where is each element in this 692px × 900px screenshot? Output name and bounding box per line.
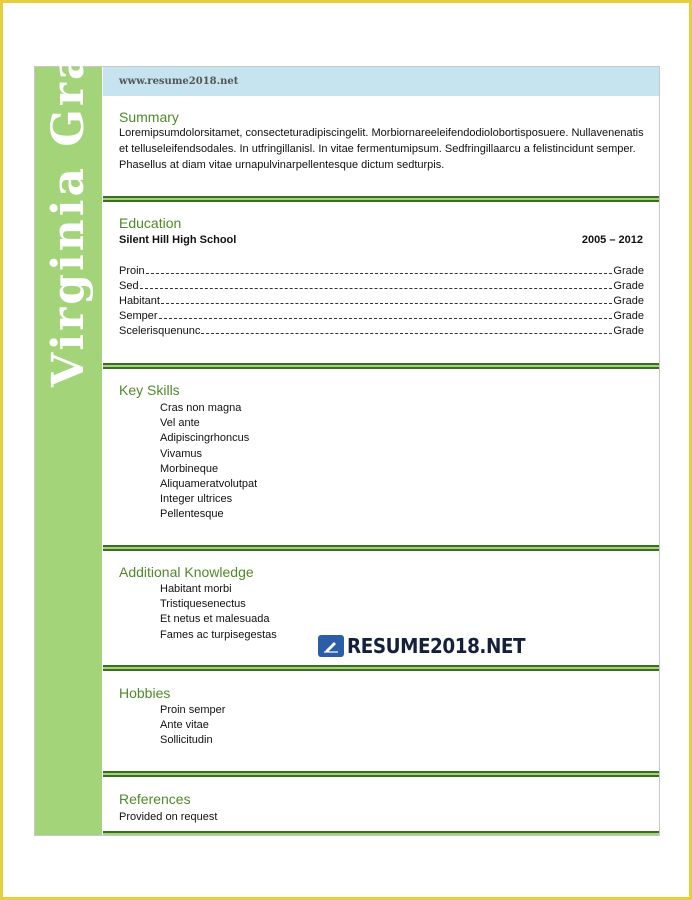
grade-subject: Semper bbox=[119, 310, 158, 322]
list-item: Et netus et malesuada bbox=[160, 613, 270, 626]
leader-dots bbox=[201, 333, 612, 334]
grade-row bbox=[119, 279, 644, 294]
summary-text: Loremipsumdolorsitamet, consecteturadipiscingelit. Morbiornareeleifendodiolobortisposuere. Nullavenenatis et telluseleifendsodales. In utfringillanisl. In vitae fermentumipsum. Sedfringillaarcu a felistincidunt semper. Phasellus at diam vitae urnapulvinarpellentesque dictum sedturpis. bbox=[119, 127, 644, 171]
grade-subject: Proin bbox=[119, 265, 145, 277]
list-item: Pellentesque bbox=[160, 508, 224, 521]
grade-row bbox=[119, 294, 644, 309]
section-divider bbox=[103, 771, 659, 777]
list-item: Fames ac turpisegestas bbox=[160, 628, 277, 641]
section-divider bbox=[103, 665, 659, 671]
grade-value: Grade bbox=[613, 325, 644, 337]
list-item: Cras non magna bbox=[160, 402, 242, 414]
list-item: Habitant morbi bbox=[160, 583, 232, 595]
hobbies-title: Hobbies bbox=[119, 685, 171, 701]
leader-dots bbox=[140, 288, 613, 289]
knowledge-list bbox=[160, 582, 277, 643]
section-divider bbox=[103, 545, 659, 551]
candidate-name: Virginia Gray bbox=[43, 19, 94, 387]
resume-page bbox=[34, 19, 660, 836]
summary-title: Summary bbox=[119, 109, 179, 125]
grade-value: Grade bbox=[613, 265, 644, 277]
education-title: Education bbox=[119, 215, 182, 231]
grade-value: Grade bbox=[613, 310, 644, 322]
section-divider bbox=[103, 363, 659, 369]
school-name: Silent Hill High School bbox=[119, 234, 237, 246]
list-item: Proin semper bbox=[160, 704, 226, 716]
list-item: Integer ultrices bbox=[160, 493, 233, 506]
leader-dots bbox=[161, 303, 612, 304]
grade-subject: Sed bbox=[119, 280, 139, 292]
sidebar bbox=[35, 19, 102, 835]
leader-dots bbox=[159, 318, 613, 319]
resume-content bbox=[103, 67, 659, 835]
references-title: References bbox=[119, 791, 191, 807]
pen-icon bbox=[318, 635, 344, 657]
grade-value: Grade bbox=[613, 280, 644, 292]
list-item: Adipiscingrhoncus bbox=[160, 432, 250, 445]
list-item: Aliquameratvolutpat bbox=[160, 478, 258, 491]
site-url[interactable]: www.resume2018.net bbox=[119, 76, 239, 87]
list-item: Morbineque bbox=[160, 462, 219, 475]
list-item: Sollicitudin bbox=[160, 734, 213, 747]
references-text: Provided on request bbox=[119, 811, 218, 823]
section-divider bbox=[103, 831, 659, 835]
school-years: 2005 – 2012 bbox=[581, 234, 643, 246]
list-item: Ante vitae bbox=[160, 719, 209, 732]
grade-row bbox=[119, 324, 644, 339]
resume2018-logo[interactable] bbox=[318, 634, 541, 658]
list-item: Vel ante bbox=[160, 417, 200, 430]
skills-title: Key Skills bbox=[119, 382, 180, 398]
grade-row bbox=[119, 309, 644, 324]
knowledge-title: Additional Knowledge bbox=[119, 564, 254, 580]
section-divider bbox=[103, 196, 659, 202]
hobbies-list bbox=[160, 703, 225, 749]
list-item: Vivamus bbox=[160, 447, 202, 460]
logo-text: RESUME2018.NET bbox=[347, 634, 526, 658]
grade-subject: Scelerisquenunc bbox=[119, 325, 201, 337]
list-item: Tristiquesenectus bbox=[160, 598, 246, 611]
header-bar bbox=[103, 67, 659, 96]
grade-subject: Habitant bbox=[119, 295, 160, 307]
skills-list bbox=[160, 401, 257, 523]
leader-dots bbox=[146, 273, 613, 274]
grade-row bbox=[119, 264, 644, 279]
grade-value: Grade bbox=[613, 295, 644, 307]
